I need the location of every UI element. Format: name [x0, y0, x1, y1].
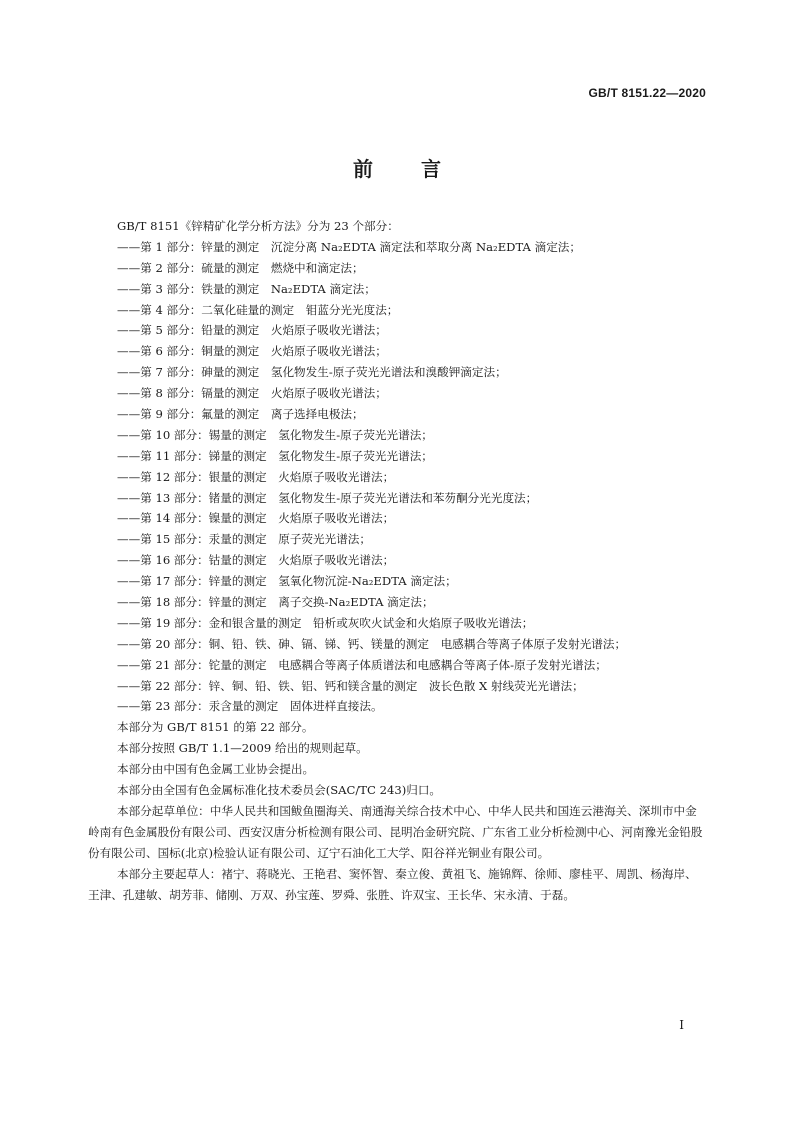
part-item: ——第 3 部分：铁量的测定 Na₂EDTA 滴定法； [117, 281, 376, 296]
part-item: ——第 4 部分：二氧化硅量的测定 钼蓝分光光度法； [117, 302, 399, 317]
part-item: ——第 18 部分：锌量的测定 离子交换-Na₂EDTA 滴定法； [117, 595, 434, 610]
statement-drafting-rules: 本部分按照 GB/T 1.1—2009 给出的规则起草。 [117, 741, 368, 756]
part-item: ——第 15 部分：汞量的测定 原子荧光光谱法； [117, 532, 371, 547]
part-item: ——第 2 部分：硫量的测定 燃烧中和滴定法； [117, 260, 364, 275]
statement-proposer: 本部分由中国有色金属工业协会提出。 [117, 762, 315, 777]
page-number: I [679, 1018, 684, 1032]
part-item: ——第 21 部分：铊量的测定 电感耦合等离子体质谱法和电感耦合等离子体-原子发射光谱法； [117, 657, 607, 672]
part-item: ——第 5 部分：铅量的测定 火焰原子吸收光谱法； [117, 323, 387, 338]
part-item: ——第 1 部分：锌量的测定 沉淀分离 Na₂EDTA 滴定法和萃取分离 Na₂EDTA 滴定法； [117, 239, 581, 254]
part-item: ——第 16 部分：钴量的测定 火焰原子吸收光谱法； [117, 553, 395, 568]
part-item: ——第 8 部分：镉量的测定 火焰原子吸收光谱法； [117, 386, 387, 401]
standard-number: GB/T 8151.22—2020 [588, 86, 706, 100]
parts-list [117, 237, 703, 717]
page-title: 前言 [353, 157, 489, 181]
part-item: ——第 6 部分：铜量的测定 火焰原子吸收光谱法； [117, 344, 387, 359]
part-item: ——第 20 部分：铜、铅、铁、砷、镉、锑、钙、镁量的测定 电感耦合等离子体原子发射光谱法； [117, 636, 627, 651]
statement-part-number: 本部分为 GB/T 8151 的第 22 部分。 [117, 720, 314, 735]
part-item: ——第 11 部分：锑量的测定 氢化物发生-原子荧光光谱法； [117, 448, 433, 463]
statements [117, 717, 703, 801]
part-item: ——第 23 部分：汞含量的测定 固体进样直接法。 [117, 699, 383, 714]
part-item: ——第 10 部分：锡量的测定 氢化物发生-原子荧光光谱法； [117, 427, 433, 442]
part-item: ——第 14 部分：镍量的测定 火焰原子吸收光谱法； [117, 511, 395, 526]
intro-line: GB/T 8151《锌精矿化学分析方法》分为 23 个部分： [117, 219, 399, 233]
part-item: ——第 12 部分：银量的测定 火焰原子吸收光谱法； [117, 469, 395, 484]
part-item: ——第 22 部分：锌、铜、铅、铁、铝、钙和镁含量的测定 波长色散 X 射线荧光光谱法； [117, 678, 584, 693]
part-item: ——第 7 部分：砷量的测定 氢化物发生-原子荧光光谱法和溴酸钾滴定法； [117, 365, 507, 380]
part-item: ——第 13 部分：锗量的测定 氢化物发生-原子荧光光谱法和苯芴酮分光光度法； [117, 490, 538, 505]
document-body [88, 216, 703, 905]
drafting-units-paragraph: 本部分起草单位：中华人民共和国鲅鱼圈海关、南通海关综合技术中心、中华人民共和国连云港海关、深圳市中金岭南有色金属股份有限公司、西安汉唐分析检测有限公司、昆明冶金研究院、广东省工业分析检测中心、河南豫光金铅股份有限公司、国标(北京)检验认证有限公司、辽宁石油化工大学、阳谷祥光铜业有限公司。 [88, 803, 703, 860]
part-item: ——第 9 部分：氟量的测定 离子选择电极法； [117, 407, 364, 422]
part-item: ——第 19 部分：金和银含量的测定 铅析或灰吹火试金和火焰原子吸收光谱法； [117, 615, 534, 630]
drafters-paragraph: 本部分主要起草人：褚宁、蒋晓光、王艳君、窦怀智、秦立俊、黄祖飞、施锦辉、徐师、廖桂平、周凯、杨海岸、王津、孔建敏、胡芳菲、储刚、万双、孙宝莲、罗舜、张胜、许双宝、王长华、宋永清、于磊。 [88, 866, 697, 902]
part-item: ——第 17 部分：锌量的测定 氢氧化物沉淀-Na₂EDTA 滴定法； [117, 574, 457, 589]
statement-jurisdiction: 本部分由全国有色金属标准化技术委员会(SAC/TC 243)归口。 [117, 783, 442, 798]
